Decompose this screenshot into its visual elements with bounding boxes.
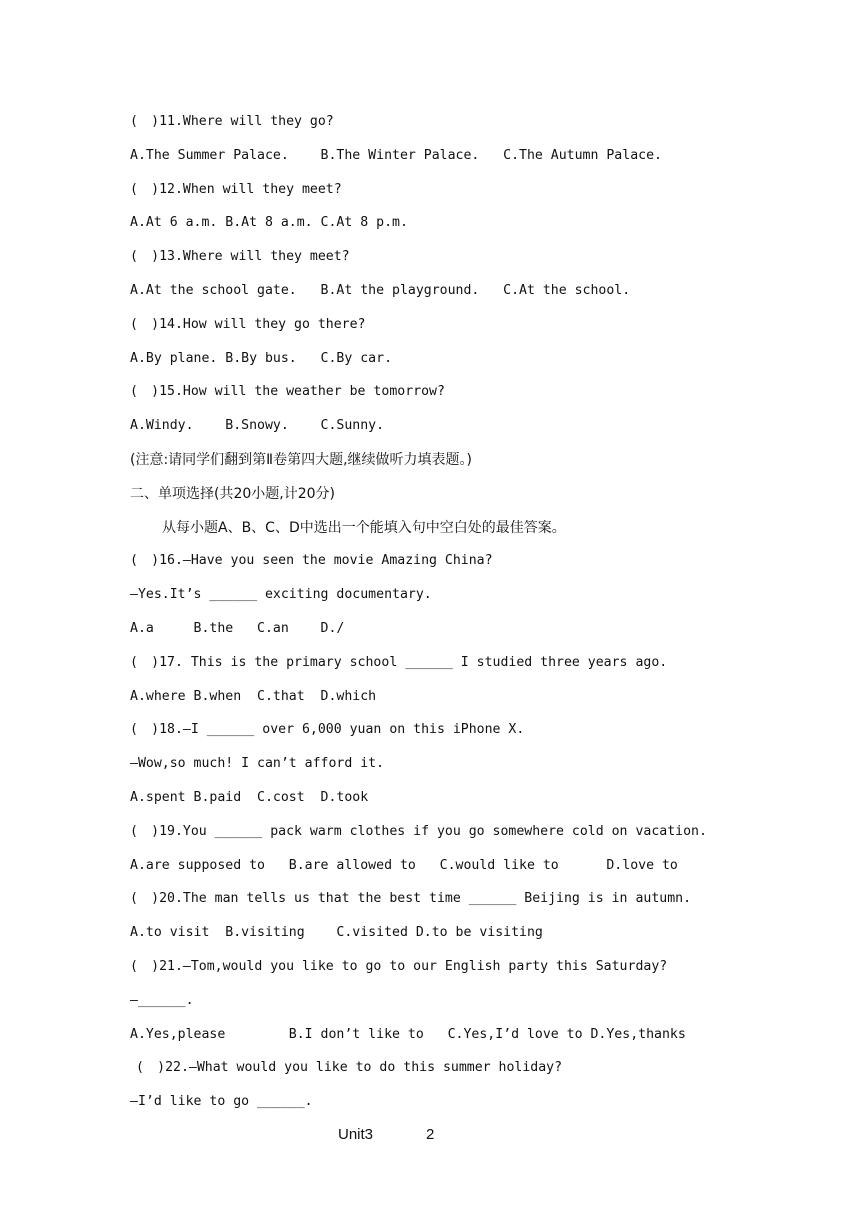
question-11: ( )11.Where will they go?	[130, 114, 334, 129]
footer-page-number: 2	[426, 1126, 435, 1143]
question-20: ( )20.The man tells us that the best time ______ Beijing is in autumn.	[130, 891, 692, 907]
question-16: ( )16.—Have you seen the movie Amazing China?	[130, 553, 493, 569]
question-22: ( )22.—What would you like to do this summer holiday?	[136, 1060, 563, 1076]
question-15: ( )15.How will the weather be tomorrow?	[130, 384, 445, 400]
page-footer	[0, 1124, 860, 1148]
question-19: ( )19.You ______ pack warm clothes if you go somewhere cold on vacation.	[130, 823, 707, 839]
options-13: A.At the school gate. B.At the playground. C.At the school.	[130, 282, 631, 298]
options-16: A.a B.the C.an D./	[130, 620, 345, 636]
options-14: A.By plane. B.By bus. C.By car.	[130, 350, 393, 366]
question-21: ( )21.—Tom,would you like to go to our English party this Saturday?	[130, 958, 668, 974]
section-instructions: 从每小题A、B、C、D中选出一个能填入句中空白处的最佳答案。	[162, 519, 566, 536]
question-13: ( )13.Where will they meet?	[130, 249, 350, 265]
question-12: ( )12.When will they meet?	[130, 181, 342, 197]
listening-note: (注意:请同学们翻到第Ⅱ卷第四大题,继续做听力填表题。)	[130, 451, 472, 468]
options-11: A.The Summer Palace. B.The Winter Palace. C.The Autumn Palace.	[130, 147, 662, 163]
question-16-line-2: —Yes.It’s ______ exciting documentary.	[130, 587, 432, 603]
question-17: ( )17. This is the primary school ______ I studied three years ago.	[130, 654, 668, 670]
question-21-line-2: —______.	[130, 992, 194, 1008]
section-heading: 二、单项选择(共20小题,计20分)	[130, 485, 336, 502]
question-18-line-2: —Wow,so much! I can’t afford it.	[130, 756, 385, 772]
question-18: ( )18.—I ______ over 6,000 yuan on this iPhone X.	[130, 722, 525, 738]
options-20: A.to visit B.visiting C.visited D.to be visiting	[130, 925, 543, 941]
footer-unit-label: Unit3	[338, 1126, 374, 1143]
options-17: A.where B.when C.that D.which	[130, 688, 377, 704]
options-15: A.Windy. B.Snowy. C.Sunny.	[130, 418, 385, 434]
options-12: A.At 6 a.m. B.At 8 a.m. C.At 8 p.m.	[130, 215, 408, 231]
page-content	[130, 111, 770, 1125]
question-22-line-2: —I’d like to go ______.	[130, 1094, 313, 1110]
options-21: A.Yes,please B.I don’t like to C.Yes,I’d love to D.Yes,thanks	[130, 1026, 686, 1042]
question-14: ( )14.How will they go there?	[130, 316, 366, 332]
options-19: A.are supposed to B.are allowed to C.would like to D.love to	[130, 857, 678, 873]
options-18: A.spent B.paid C.cost D.took	[130, 789, 369, 805]
